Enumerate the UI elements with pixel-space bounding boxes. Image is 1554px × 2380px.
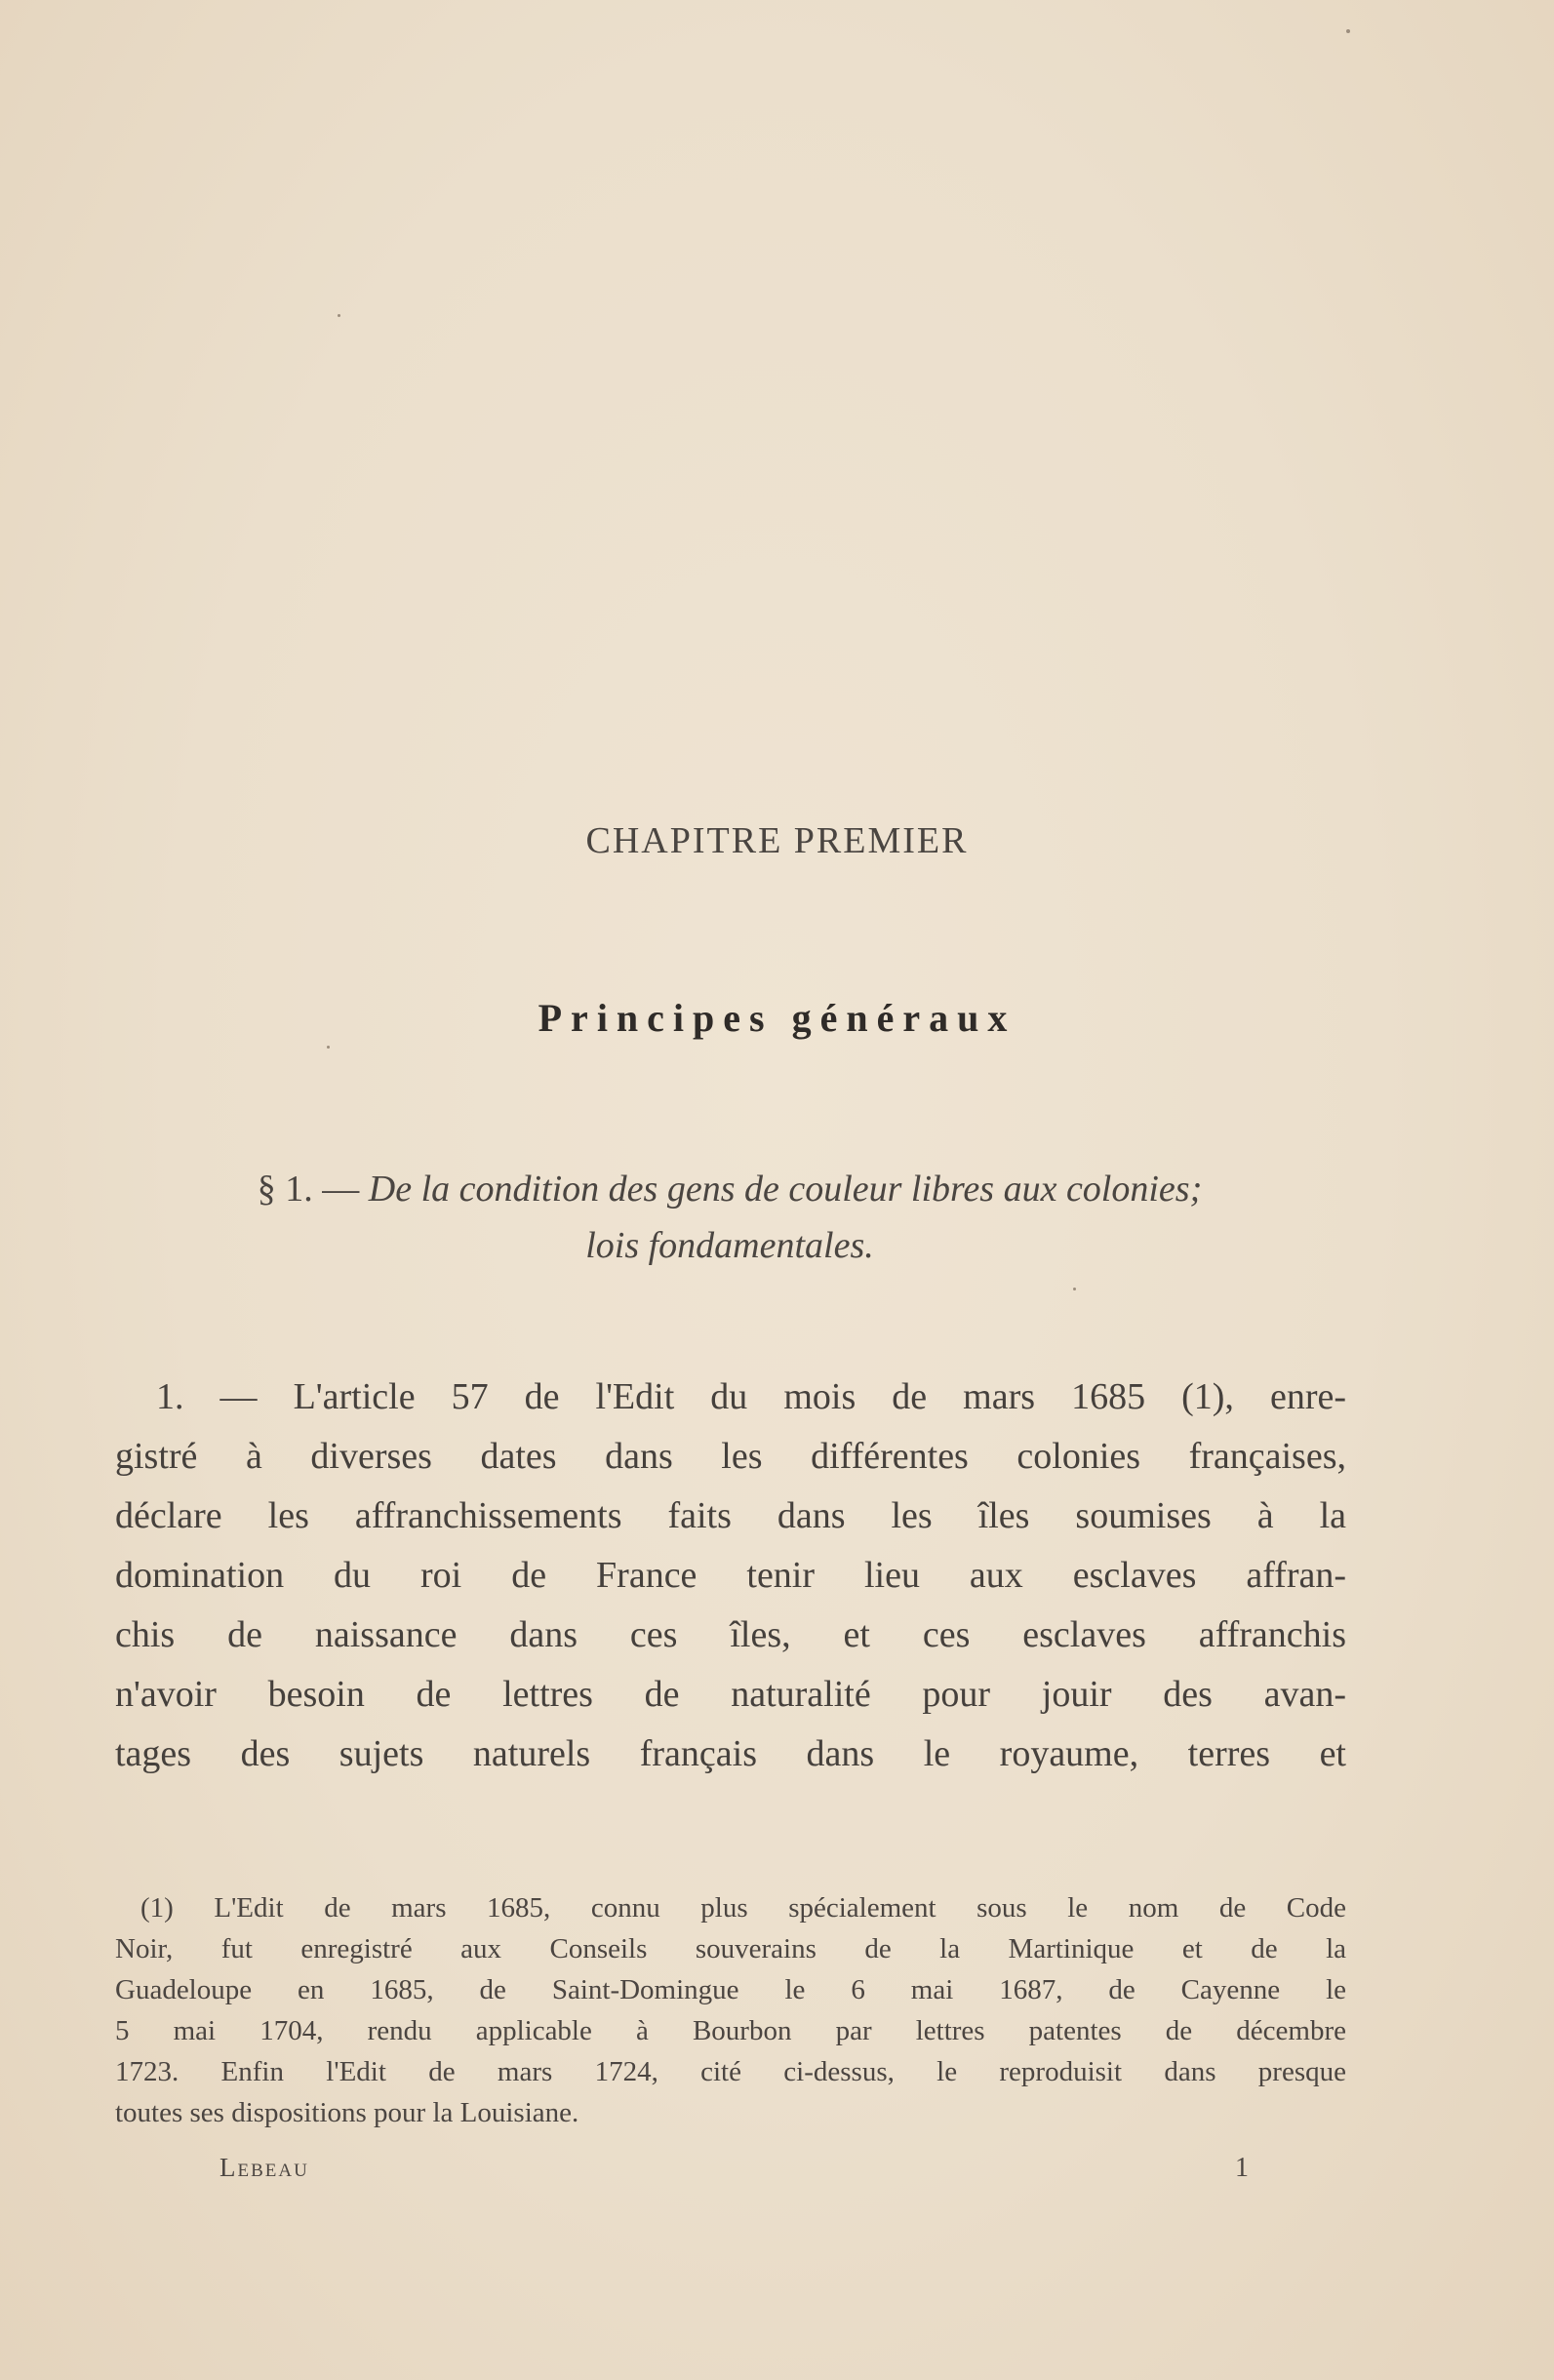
subsection-title-part-2: lois fondamentales. bbox=[585, 1225, 874, 1266]
paragraph-line: 1. — L'article 57 de l'Edit du mois de mars 1685 (1), enre- bbox=[156, 1376, 1346, 1417]
section-mark: § 1. — bbox=[257, 1169, 369, 1210]
subsection-line-1 bbox=[115, 1161, 1344, 1217]
footnote bbox=[115, 1887, 1346, 2133]
page-number: 1 bbox=[1235, 2153, 1249, 2183]
footnote-line: Noir, fut enregistré aux Conseils souverains de la Martinique et de la bbox=[115, 1933, 1346, 1964]
paper-speck bbox=[1346, 29, 1350, 33]
paragraph-line: chis de naissance dans ces îles, et ces esclaves affranchis bbox=[115, 1614, 1346, 1655]
footnote-line: 5 mai 1704, rendu applicable à Bourbon par lettres patentes de décembre bbox=[115, 2015, 1346, 2046]
subsection-title-part-1: De la condition des gens de couleur libres aux colonies; bbox=[368, 1169, 1203, 1210]
paragraph-line: domination du roi de France tenir lieu aux esclaves affran- bbox=[115, 1555, 1346, 1596]
body-paragraph bbox=[115, 1368, 1346, 1784]
chapter-title: Principes généraux bbox=[538, 996, 1016, 1040]
paragraph-line: déclare les affranchissements faits dans les îles soumises à la bbox=[115, 1495, 1346, 1536]
footnote-line: Guadeloupe en 1685, de Saint-Domingue le 6 mai 1687, de Cayenne le bbox=[115, 1974, 1346, 2005]
paragraph-line: tages des sujets naturels français dans le royaume, terres et bbox=[115, 1733, 1346, 1774]
footnote-line: toutes ses dispositions pour la Louisiane. bbox=[115, 2097, 579, 2128]
paragraph-line: n'avoir besoin de lettres de naturalité pour jouir des avan- bbox=[115, 1674, 1346, 1715]
subsection-heading bbox=[115, 1161, 1344, 1274]
paper-speck bbox=[327, 1046, 330, 1049]
footnote-line: 1723. Enfin l'Edit de mars 1724, cité ci-dessus, le reproduisit dans presque bbox=[115, 2056, 1346, 2087]
paragraph-line: gistré à diverses dates dans les différentes colonies françaises, bbox=[115, 1436, 1346, 1477]
paper-speck bbox=[338, 314, 340, 317]
chapter-heading: CHAPITRE PREMIER bbox=[585, 820, 969, 861]
paper-speck bbox=[1073, 1288, 1076, 1290]
signature-mark: Lebeau bbox=[219, 2153, 309, 2182]
footnote-line: (1) L'Edit de mars 1685, connu plus spécialement sous le nom de Code bbox=[140, 1892, 1346, 1924]
